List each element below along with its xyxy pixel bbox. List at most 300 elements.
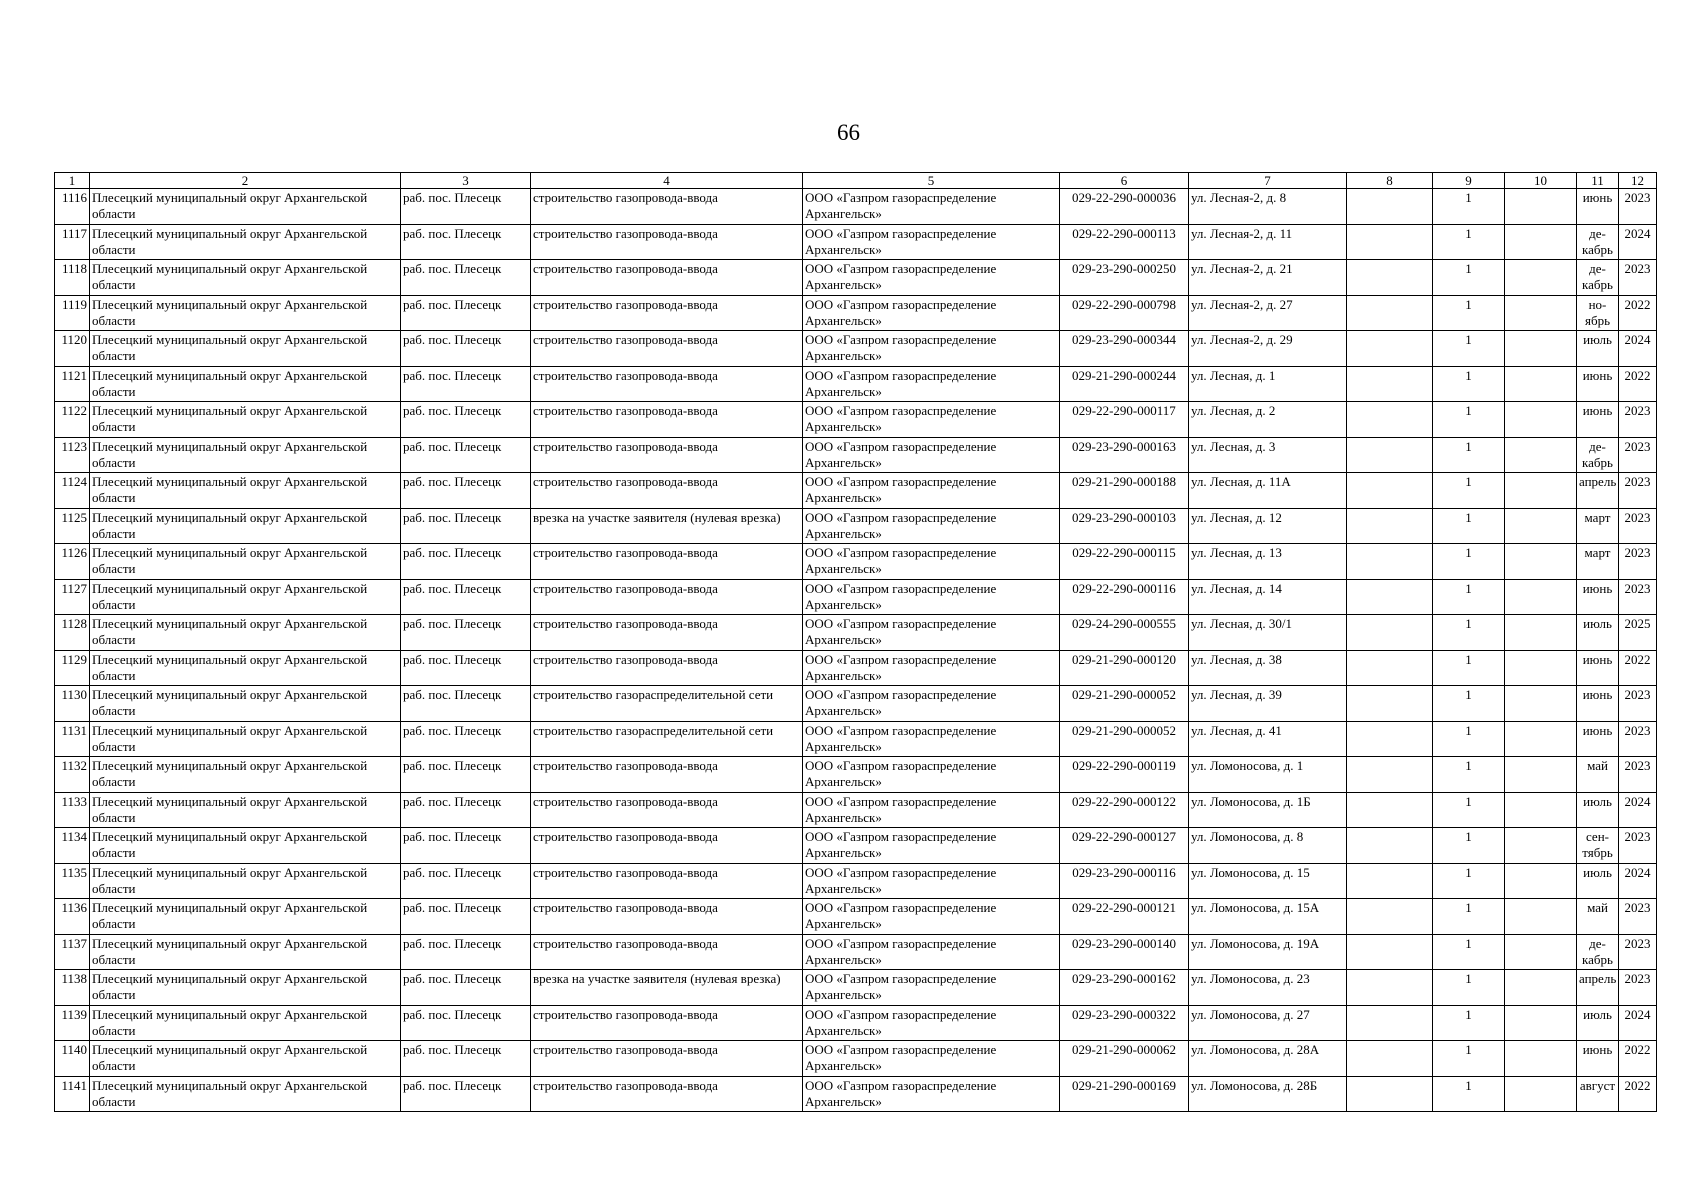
cell-settlement: раб. пос. Плесецк [401,1041,531,1077]
table-row [55,1005,1657,1041]
cell-organization: ООО «Газпром газораспределение Архангельск» [803,863,1060,899]
table-row [55,863,1657,899]
cell-municipality: Плесецкий муниципальный округ Архангельской области [90,757,401,793]
cell-address: ул. Лесная-2, д. 27 [1189,295,1347,331]
cell-year: 2022 [1619,1076,1657,1112]
cell-work-type: строительство газопровода-ввода [531,792,803,828]
cell-work-type: строительство газопровода-ввода [531,295,803,331]
cell-work-type: строительство газопровода-ввода [531,1076,803,1112]
cell-count: 1 [1433,934,1505,970]
cell-contract-number: 029-21-290-000052 [1060,721,1189,757]
cell-settlement: раб. пос. Плесецк [401,899,531,935]
cell-row-number: 1130 [55,686,90,722]
cell-contract-number: 029-21-290-000062 [1060,1041,1189,1077]
cell-organization: ООО «Газпром газораспределение Архангельск» [803,473,1060,509]
cell-organization: ООО «Газпром газораспределение Архангельск» [803,899,1060,935]
cell-col-8 [1347,792,1433,828]
column-header-2: 2 [90,173,401,189]
cell-count: 1 [1433,260,1505,296]
cell-municipality: Плесецкий муниципальный округ Архангельской области [90,792,401,828]
cell-col-10 [1505,615,1577,651]
cell-count: 1 [1433,757,1505,793]
cell-settlement: раб. пос. Плесецк [401,792,531,828]
cell-municipality: Плесецкий муниципальный округ Архангельской области [90,260,401,296]
cell-month: июль [1577,1005,1619,1041]
cell-contract-number: 029-22-290-000121 [1060,899,1189,935]
cell-year: 2023 [1619,508,1657,544]
cell-month: май [1577,899,1619,935]
cell-address: ул. Лесная, д. 11А [1189,473,1347,509]
cell-work-type: врезка на участке заявителя (нулевая врезка) [531,508,803,544]
cell-month: но-ябрь [1577,295,1619,331]
cell-municipality: Плесецкий муниципальный округ Архангельской области [90,224,401,260]
cell-work-type: строительство газопровода-ввода [531,331,803,367]
cell-address: ул. Ломоносова, д. 1 [1189,757,1347,793]
cell-row-number: 1137 [55,934,90,970]
cell-organization: ООО «Газпром газораспределение Архангельск» [803,295,1060,331]
cell-col-8 [1347,224,1433,260]
cell-row-number: 1123 [55,437,90,473]
cell-row-number: 1127 [55,579,90,615]
cell-col-8 [1347,366,1433,402]
table-row [55,899,1657,935]
cell-address: ул. Лесная, д. 41 [1189,721,1347,757]
cell-month: апрель [1577,473,1619,509]
cell-settlement: раб. пос. Плесецк [401,721,531,757]
cell-work-type: строительство газораспределительной сети [531,721,803,757]
cell-col-8 [1347,970,1433,1006]
table-row [55,295,1657,331]
cell-year: 2024 [1619,863,1657,899]
cell-settlement: раб. пос. Плесецк [401,224,531,260]
cell-count: 1 [1433,1005,1505,1041]
cell-municipality: Плесецкий муниципальный округ Архангельской области [90,934,401,970]
cell-col-8 [1347,189,1433,225]
cell-col-8 [1347,508,1433,544]
cell-col-10 [1505,473,1577,509]
cell-settlement: раб. пос. Плесецк [401,686,531,722]
cell-organization: ООО «Газпром газораспределение Архангельск» [803,828,1060,864]
cell-settlement: раб. пос. Плесецк [401,828,531,864]
cell-organization: ООО «Газпром газораспределение Архангельск» [803,792,1060,828]
cell-col-8 [1347,260,1433,296]
table-row [55,1041,1657,1077]
cell-month: июнь [1577,650,1619,686]
header-row [55,173,1657,189]
cell-settlement: раб. пос. Плесецк [401,1005,531,1041]
cell-col-8 [1347,828,1433,864]
cell-row-number: 1124 [55,473,90,509]
cell-year: 2023 [1619,721,1657,757]
table-row [55,792,1657,828]
cell-year: 2022 [1619,366,1657,402]
cell-work-type: строительство газопровода-ввода [531,863,803,899]
cell-month: сен-тябрь [1577,828,1619,864]
table-row [55,615,1657,651]
cell-count: 1 [1433,579,1505,615]
cell-col-10 [1505,934,1577,970]
cell-month: апрель [1577,970,1619,1006]
cell-year: 2023 [1619,970,1657,1006]
cell-settlement: раб. пос. Плесецк [401,1076,531,1112]
cell-month: де-кабрь [1577,437,1619,473]
cell-count: 1 [1433,792,1505,828]
cell-organization: ООО «Газпром газораспределение Архангельск» [803,1005,1060,1041]
cell-col-8 [1347,331,1433,367]
cell-year: 2023 [1619,437,1657,473]
cell-work-type: строительство газопровода-ввода [531,828,803,864]
cell-col-10 [1505,899,1577,935]
cell-settlement: раб. пос. Плесецк [401,189,531,225]
cell-col-10 [1505,544,1577,580]
cell-month: июль [1577,792,1619,828]
cell-organization: ООО «Газпром газораспределение Архангельск» [803,686,1060,722]
column-header-10: 10 [1505,173,1577,189]
cell-count: 1 [1433,828,1505,864]
cell-municipality: Плесецкий муниципальный округ Архангельской области [90,295,401,331]
cell-year: 2022 [1619,1041,1657,1077]
cell-month: июнь [1577,366,1619,402]
cell-settlement: раб. пос. Плесецк [401,934,531,970]
cell-contract-number: 029-23-290-000163 [1060,437,1189,473]
cell-work-type: строительство газопровода-ввода [531,934,803,970]
cell-municipality: Плесецкий муниципальный округ Архангельской области [90,579,401,615]
cell-address: ул. Лесная, д. 38 [1189,650,1347,686]
cell-month: июнь [1577,721,1619,757]
cell-col-10 [1505,721,1577,757]
cell-col-8 [1347,757,1433,793]
cell-row-number: 1116 [55,189,90,225]
cell-municipality: Плесецкий муниципальный округ Архангельской области [90,189,401,225]
column-header-11: 11 [1577,173,1619,189]
cell-contract-number: 029-22-290-000127 [1060,828,1189,864]
cell-count: 1 [1433,366,1505,402]
cell-count: 1 [1433,1076,1505,1112]
cell-contract-number: 029-22-290-000117 [1060,402,1189,438]
cell-col-8 [1347,1041,1433,1077]
table-row [55,579,1657,615]
cell-row-number: 1125 [55,508,90,544]
cell-work-type: строительство газопровода-ввода [531,757,803,793]
table-row [55,934,1657,970]
cell-organization: ООО «Газпром газораспределение Архангельск» [803,1076,1060,1112]
cell-work-type: строительство газораспределительной сети [531,686,803,722]
cell-col-8 [1347,899,1433,935]
cell-year: 2024 [1619,792,1657,828]
cell-work-type: строительство газопровода-ввода [531,402,803,438]
cell-col-8 [1347,295,1433,331]
cell-col-8 [1347,650,1433,686]
column-header-1: 1 [55,173,90,189]
cell-count: 1 [1433,295,1505,331]
cell-year: 2022 [1619,650,1657,686]
cell-organization: ООО «Газпром газораспределение Архангельск» [803,934,1060,970]
cell-col-10 [1505,260,1577,296]
cell-year: 2024 [1619,1005,1657,1041]
cell-contract-number: 029-22-290-000113 [1060,224,1189,260]
cell-year: 2023 [1619,473,1657,509]
cell-col-10 [1505,579,1577,615]
cell-row-number: 1139 [55,1005,90,1041]
cell-work-type: строительство газопровода-ввода [531,1041,803,1077]
cell-col-10 [1505,686,1577,722]
cell-organization: ООО «Газпром газораспределение Архангельск» [803,331,1060,367]
cell-municipality: Плесецкий муниципальный округ Архангельской области [90,331,401,367]
cell-row-number: 1131 [55,721,90,757]
cell-contract-number: 029-21-290-000120 [1060,650,1189,686]
cell-work-type: строительство газопровода-ввода [531,579,803,615]
cell-col-10 [1505,757,1577,793]
cell-month: июль [1577,331,1619,367]
cell-address: ул. Лесная, д. 14 [1189,579,1347,615]
table-row [55,437,1657,473]
cell-count: 1 [1433,224,1505,260]
cell-settlement: раб. пос. Плесецк [401,544,531,580]
cell-address: ул. Ломоносова, д. 1Б [1189,792,1347,828]
cell-work-type: строительство газопровода-ввода [531,544,803,580]
cell-municipality: Плесецкий муниципальный округ Архангельской области [90,1005,401,1041]
column-header-7: 7 [1189,173,1347,189]
cell-address: ул. Лесная-2, д. 29 [1189,331,1347,367]
cell-col-10 [1505,331,1577,367]
cell-row-number: 1119 [55,295,90,331]
table-row [55,686,1657,722]
cell-organization: ООО «Газпром газораспределение Архангельск» [803,579,1060,615]
cell-work-type: строительство газопровода-ввода [531,1005,803,1041]
cell-col-8 [1347,579,1433,615]
table-body [55,189,1657,1112]
cell-col-10 [1505,189,1577,225]
cell-col-10 [1505,650,1577,686]
cell-month: июль [1577,615,1619,651]
cell-municipality: Плесецкий муниципальный округ Архангельской области [90,615,401,651]
cell-row-number: 1126 [55,544,90,580]
cell-settlement: раб. пос. Плесецк [401,757,531,793]
cell-col-8 [1347,686,1433,722]
table-row [55,1076,1657,1112]
cell-col-8 [1347,721,1433,757]
cell-contract-number: 029-22-290-000036 [1060,189,1189,225]
cell-year: 2023 [1619,189,1657,225]
cell-year: 2023 [1619,934,1657,970]
cell-settlement: раб. пос. Плесецк [401,366,531,402]
cell-organization: ООО «Газпром газораспределение Архангельск» [803,544,1060,580]
cell-contract-number: 029-23-290-000103 [1060,508,1189,544]
cell-year: 2023 [1619,402,1657,438]
cell-count: 1 [1433,473,1505,509]
cell-year: 2023 [1619,899,1657,935]
cell-count: 1 [1433,686,1505,722]
cell-municipality: Плесецкий муниципальный округ Архангельской области [90,366,401,402]
table-row [55,650,1657,686]
cell-municipality: Плесецкий муниципальный округ Архангельской области [90,473,401,509]
cell-count: 1 [1433,863,1505,899]
cell-municipality: Плесецкий муниципальный округ Архангельской области [90,508,401,544]
cell-col-10 [1505,295,1577,331]
cell-year: 2023 [1619,260,1657,296]
cell-year: 2023 [1619,686,1657,722]
cell-settlement: раб. пос. Плесецк [401,579,531,615]
cell-organization: ООО «Газпром газораспределение Архангельск» [803,1041,1060,1077]
cell-settlement: раб. пос. Плесецк [401,970,531,1006]
cell-work-type: строительство газопровода-ввода [531,473,803,509]
cell-month: июнь [1577,189,1619,225]
cell-contract-number: 029-21-290-000188 [1060,473,1189,509]
cell-organization: ООО «Газпром газораспределение Архангельск» [803,437,1060,473]
cell-col-8 [1347,1076,1433,1112]
table-row [55,757,1657,793]
cell-settlement: раб. пос. Плесецк [401,650,531,686]
cell-organization: ООО «Газпром газораспределение Архангельск» [803,224,1060,260]
cell-row-number: 1138 [55,970,90,1006]
column-header-6: 6 [1060,173,1189,189]
cell-contract-number: 029-24-290-000555 [1060,615,1189,651]
cell-contract-number: 029-23-290-000140 [1060,934,1189,970]
column-header-9: 9 [1433,173,1505,189]
cell-count: 1 [1433,721,1505,757]
cell-municipality: Плесецкий муниципальный округ Архангельской области [90,721,401,757]
cell-contract-number: 029-21-290-000244 [1060,366,1189,402]
cell-row-number: 1135 [55,863,90,899]
cell-month: март [1577,544,1619,580]
cell-settlement: раб. пос. Плесецк [401,260,531,296]
cell-settlement: раб. пос. Плесецк [401,402,531,438]
cell-contract-number: 029-22-290-000119 [1060,757,1189,793]
cell-settlement: раб. пос. Плесецк [401,473,531,509]
cell-municipality: Плесецкий муниципальный округ Архангельской области [90,970,401,1006]
cell-month: июль [1577,863,1619,899]
cell-col-10 [1505,792,1577,828]
cell-row-number: 1136 [55,899,90,935]
table-row [55,224,1657,260]
cell-count: 1 [1433,544,1505,580]
table-row [55,508,1657,544]
column-header-4: 4 [531,173,803,189]
table-row [55,189,1657,225]
cell-address: ул. Ломоносова, д. 8 [1189,828,1347,864]
cell-contract-number: 029-22-290-000122 [1060,792,1189,828]
page-number: 66 [837,120,860,145]
cell-municipality: Плесецкий муниципальный округ Архангельской области [90,1076,401,1112]
cell-address: ул. Лесная, д. 39 [1189,686,1347,722]
cell-contract-number: 029-23-290-000250 [1060,260,1189,296]
cell-row-number: 1128 [55,615,90,651]
cell-work-type: строительство газопровода-ввода [531,224,803,260]
cell-address: ул. Лесная, д. 3 [1189,437,1347,473]
column-header-8: 8 [1347,173,1433,189]
cell-contract-number: 029-23-290-000344 [1060,331,1189,367]
cell-row-number: 1121 [55,366,90,402]
cell-work-type: врезка на участке заявителя (нулевая врезка) [531,970,803,1006]
cell-settlement: раб. пос. Плесецк [401,331,531,367]
cell-count: 1 [1433,508,1505,544]
cell-work-type: строительство газопровода-ввода [531,260,803,296]
cell-col-10 [1505,1005,1577,1041]
cell-organization: ООО «Газпром газораспределение Архангельск» [803,757,1060,793]
cell-address: ул. Лесная, д. 30/1 [1189,615,1347,651]
cell-address: ул. Лесная-2, д. 21 [1189,260,1347,296]
cell-month: июнь [1577,686,1619,722]
cell-row-number: 1129 [55,650,90,686]
table-row [55,828,1657,864]
table-row [55,402,1657,438]
cell-count: 1 [1433,899,1505,935]
cell-col-10 [1505,366,1577,402]
column-header-12: 12 [1619,173,1657,189]
cell-year: 2023 [1619,757,1657,793]
cell-organization: ООО «Газпром газораспределение Архангельск» [803,650,1060,686]
cell-municipality: Плесецкий муниципальный округ Архангельской области [90,650,401,686]
cell-col-8 [1347,473,1433,509]
table-row [55,544,1657,580]
cell-organization: ООО «Газпром газораспределение Архангельск» [803,970,1060,1006]
cell-address: ул. Ломоносова, д. 28Б [1189,1076,1347,1112]
cell-count: 1 [1433,615,1505,651]
cell-address: ул. Лесная-2, д. 8 [1189,189,1347,225]
cell-row-number: 1134 [55,828,90,864]
cell-work-type: строительство газопровода-ввода [531,650,803,686]
cell-organization: ООО «Газпром газораспределение Архангельск» [803,615,1060,651]
cell-col-8 [1347,615,1433,651]
cell-col-8 [1347,934,1433,970]
cell-settlement: раб. пос. Плесецк [401,295,531,331]
cell-address: ул. Лесная-2, д. 11 [1189,224,1347,260]
cell-address: ул. Ломоносова, д. 28А [1189,1041,1347,1077]
cell-row-number: 1141 [55,1076,90,1112]
cell-month: июнь [1577,402,1619,438]
cell-row-number: 1133 [55,792,90,828]
table-row [55,970,1657,1006]
cell-contract-number: 029-22-290-000116 [1060,579,1189,615]
table-row [55,260,1657,296]
register-table [54,172,1657,1112]
cell-row-number: 1140 [55,1041,90,1077]
cell-contract-number: 029-23-290-000322 [1060,1005,1189,1041]
cell-col-10 [1505,828,1577,864]
cell-work-type: строительство газопровода-ввода [531,615,803,651]
cell-settlement: раб. пос. Плесецк [401,615,531,651]
cell-work-type: строительство газопровода-ввода [531,437,803,473]
cell-address: ул. Ломоносова, д. 19А [1189,934,1347,970]
cell-municipality: Плесецкий муниципальный округ Архангельской области [90,544,401,580]
cell-col-8 [1347,863,1433,899]
table-row [55,721,1657,757]
cell-municipality: Плесецкий муниципальный округ Архангельской области [90,437,401,473]
cell-municipality: Плесецкий муниципальный округ Архангельской области [90,863,401,899]
cell-contract-number: 029-21-290-000052 [1060,686,1189,722]
cell-row-number: 1118 [55,260,90,296]
cell-settlement: раб. пос. Плесецк [401,863,531,899]
cell-col-10 [1505,970,1577,1006]
cell-address: ул. Ломоносова, д. 27 [1189,1005,1347,1041]
cell-address: ул. Ломоносова, д. 23 [1189,970,1347,1006]
cell-count: 1 [1433,650,1505,686]
cell-col-10 [1505,437,1577,473]
cell-count: 1 [1433,402,1505,438]
cell-month: июнь [1577,1041,1619,1077]
cell-month: август [1577,1076,1619,1112]
cell-contract-number: 029-21-290-000169 [1060,1076,1189,1112]
cell-year: 2023 [1619,579,1657,615]
cell-organization: ООО «Газпром газораспределение Архангельск» [803,366,1060,402]
cell-settlement: раб. пос. Плесецк [401,508,531,544]
cell-year: 2023 [1619,828,1657,864]
cell-count: 1 [1433,1041,1505,1077]
cell-col-8 [1347,544,1433,580]
cell-organization: ООО «Газпром газораспределение Архангельск» [803,508,1060,544]
cell-municipality: Плесецкий муниципальный округ Архангельской области [90,828,401,864]
cell-settlement: раб. пос. Плесецк [401,437,531,473]
